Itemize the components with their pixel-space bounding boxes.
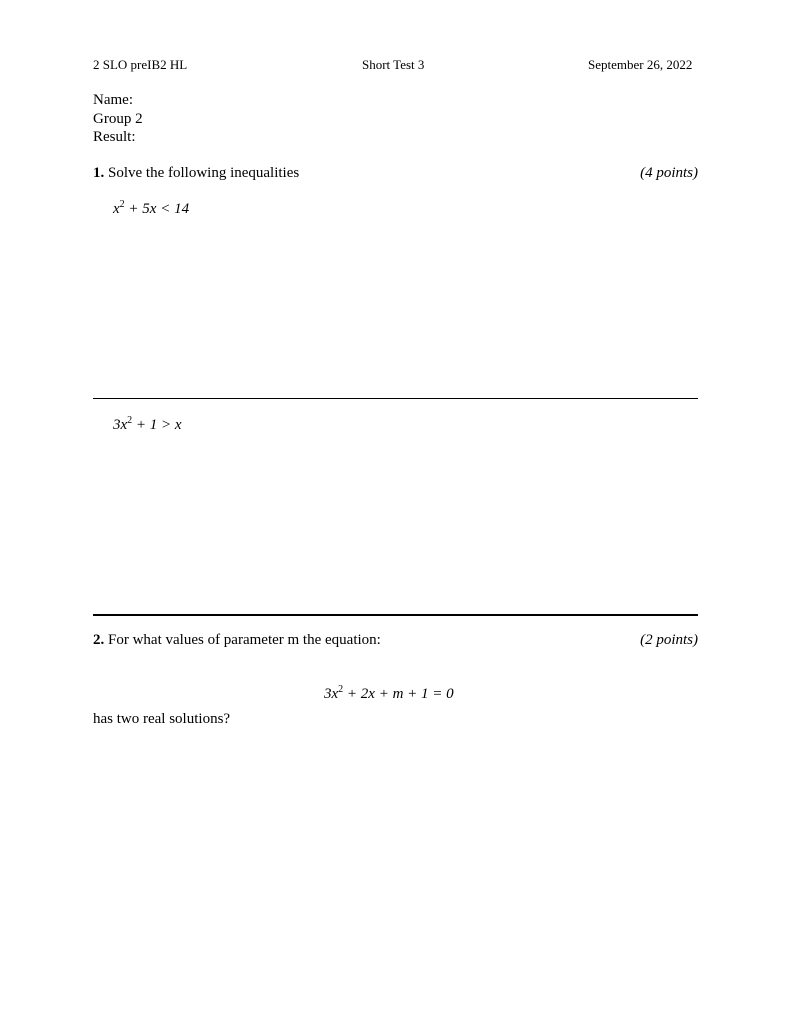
inequality-2-base: 3x — [113, 417, 128, 433]
question-1-heading — [93, 165, 299, 182]
question-2-heading — [93, 632, 381, 649]
inequality-1-exponent: 2 — [119, 199, 125, 210]
header-course: 2 SLO preIB2 HL — [93, 57, 188, 72]
header-title: Short Test 3 — [362, 57, 425, 72]
equation-base: 3x — [324, 686, 339, 702]
question-2-points: (2 points) — [640, 632, 698, 648]
inequality-1-rest: + 5x < 14 — [124, 201, 190, 217]
answer-divider-1 — [93, 398, 698, 399]
inequality-1 — [113, 201, 189, 218]
inequality-2 — [113, 417, 182, 434]
answer-divider-2 — [93, 614, 698, 616]
result-label: Result: — [93, 129, 136, 145]
inequality-2-rest: + 1 > x — [132, 417, 182, 433]
header-date: September 26, 2022 — [588, 57, 693, 72]
question-1-prompt: Solve the following inequalities — [108, 165, 300, 181]
group-label: Group 2 — [93, 111, 143, 127]
inequality-2-exponent: 2 — [127, 415, 133, 426]
equation-exponent: 2 — [338, 684, 344, 695]
question-2-prompt: For what values of parameter m the equation: — [108, 632, 381, 648]
equation — [324, 686, 454, 703]
question-1-points: (4 points) — [640, 165, 698, 181]
name-label: Name: — [93, 92, 133, 108]
question-1-number: 1. — [93, 165, 105, 181]
equation-rest: + 2x + m + 1 = 0 — [343, 686, 454, 702]
question-2-followup: has two real solutions? — [93, 711, 231, 727]
question-2-number: 2. — [93, 632, 105, 648]
inequality-1-base: x — [113, 201, 120, 217]
